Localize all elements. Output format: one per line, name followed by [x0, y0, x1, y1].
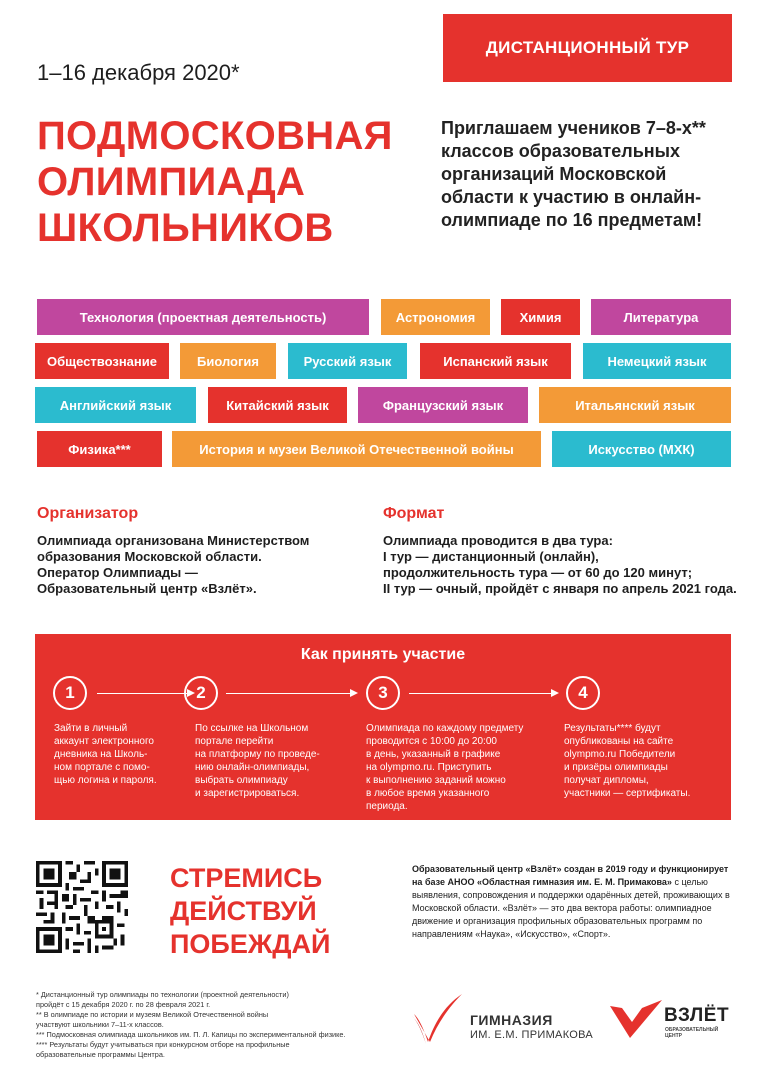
- about-center-text: [412, 863, 732, 941]
- subject-tag: Литература: [591, 299, 731, 335]
- footnotes: * Дистанционный тур олимпиады по технологии (проектной деятельности) пройдёт с 15 декабря 2020 г. по 28 февраля 2021 г. ** В олимпиаде по истории и музеям Великой Отечественной войны участвуют школьники 7–11-х классов. *** Подмосковная олимпиада школьников им. П. Л. Капицы по экспериментальной физике. **** Результаты будут учитываться при конкурсном отборе на профильные образовательные программы Центра.: [36, 990, 346, 1059]
- vzlet-subtitle: ОБРАЗОВАТЕЛЬНЫЙ ЦЕНТР: [665, 1027, 719, 1039]
- arrow-right-icon: [409, 693, 557, 694]
- subject-tag: Обществознание: [35, 343, 169, 379]
- step-text: Зайти в личный аккаунт электронного дневника на Школь- ном портале с помо- щью логина и пароля.: [54, 723, 157, 786]
- vzlet-logo-icon: [610, 1000, 662, 1040]
- subject-tag: Технология (проектная деятельность): [37, 299, 369, 335]
- invitation-text: Приглашаем учеников 7–8-х** классов образовательных организаций Московской области к участию в онлайн-олимпиаде по 16 предметам!: [441, 118, 706, 230]
- slogan-line: ДЕЙСТВУЙ: [170, 896, 317, 926]
- title-line: ПОДМОСКОВНАЯ: [37, 114, 393, 158]
- subject-tag: Русский язык: [288, 343, 407, 379]
- subject-tag: Китайский язык: [208, 387, 347, 423]
- subject-tag: Испанский язык: [420, 343, 571, 379]
- gymnasium-logo-icon: [410, 990, 468, 1046]
- page-title: [37, 113, 427, 251]
- slogan-line: ПОБЕЖДАЙ: [170, 929, 331, 959]
- how-title: Как принять участие: [300, 646, 466, 663]
- slogan-line: СТРЕМИСЬ: [170, 863, 323, 893]
- title-line: ШКОЛЬНИКОВ: [37, 206, 334, 250]
- gymnasium-subname: ИМ. Е.М. ПРИМАКОВА: [470, 1029, 594, 1041]
- format-title: Формат: [383, 505, 445, 522]
- subject-tag: Английский язык: [35, 387, 196, 423]
- step-number: 3: [366, 676, 400, 710]
- subject-tag: Химия: [501, 299, 580, 335]
- gymnasium-name: ГИМНАЗИЯ: [470, 1012, 553, 1028]
- organizer-text: Олимпиада организована Министерством образования Московской области. Оператор Олимпиады — Образовательный центр «Взлёт».: [37, 533, 310, 596]
- title-line: ОЛИМПИАДА: [37, 160, 306, 204]
- how-to-participate-panel: [35, 634, 731, 820]
- step-text: Олимпиада по каждому предмету проводится с 10:00 до 20:00 в день, указанный в графике на olympmo.ru. Приступить к выполнению заданий можно в любое время указанного периода.: [366, 723, 524, 812]
- tour-badge: ДИСТАНЦИОННЫЙ ТУР: [443, 14, 732, 82]
- arrow-right-icon: [97, 693, 193, 694]
- subject-tag: Астрономия: [381, 299, 490, 335]
- subject-tag: Французский язык: [358, 387, 528, 423]
- step-text: По ссылке на Школьном портале перейти на платформу по проведе- нию онлайн-олимпиады, выбрать олимпиаду и зарегистрироваться.: [195, 723, 320, 799]
- about-rest: с целью выявления, сопровождения и поддержки одарённых детей, проживающих в Московской области. «Взлёт» — это два вектора работы: олимпиадное движение и организация профильных образовательных программ по направлениям «Наука», «Искусство», «Спорт».: [412, 877, 730, 939]
- event-dates: 1–16 декабря 2020*: [37, 60, 240, 85]
- step-text: Результаты**** будут опубликованы на сайте olympmo.ru Победители и призёры олимпиады получат дипломы, участники — сертификаты.: [564, 723, 691, 799]
- qr-code: [36, 861, 128, 953]
- subject-tag: Искусство (МХК): [552, 431, 731, 467]
- subject-tag: Физика***: [37, 431, 162, 467]
- arrow-right-icon: [226, 693, 356, 694]
- step-number: 4: [566, 676, 600, 710]
- vzlet-name: ВЗЛЁТ: [664, 1005, 730, 1026]
- subject-tag: Биология: [180, 343, 276, 379]
- about-bold: Образовательный центр «Взлёт» создан в 2019 году и функционирует на базе АНОО «Областная гимназия им. Е. М. Примакова»: [412, 864, 729, 887]
- subject-tag: История и музеи Великой Отечественной войны: [172, 431, 541, 467]
- subject-tag: Немецкий язык: [583, 343, 731, 379]
- format-text: Олимпиада проводится в два тура: I тур — дистанционный (онлайн), продолжительность тура — от 60 до 120 минут; II тур — очный, пройдёт с января по апрель 2021 года.: [383, 533, 737, 596]
- step-number: 2: [184, 676, 218, 710]
- organizer-title: Организатор: [37, 505, 139, 522]
- slogan: [170, 862, 330, 961]
- step-number: 1: [53, 676, 87, 710]
- subject-tag: Итальянский язык: [539, 387, 731, 423]
